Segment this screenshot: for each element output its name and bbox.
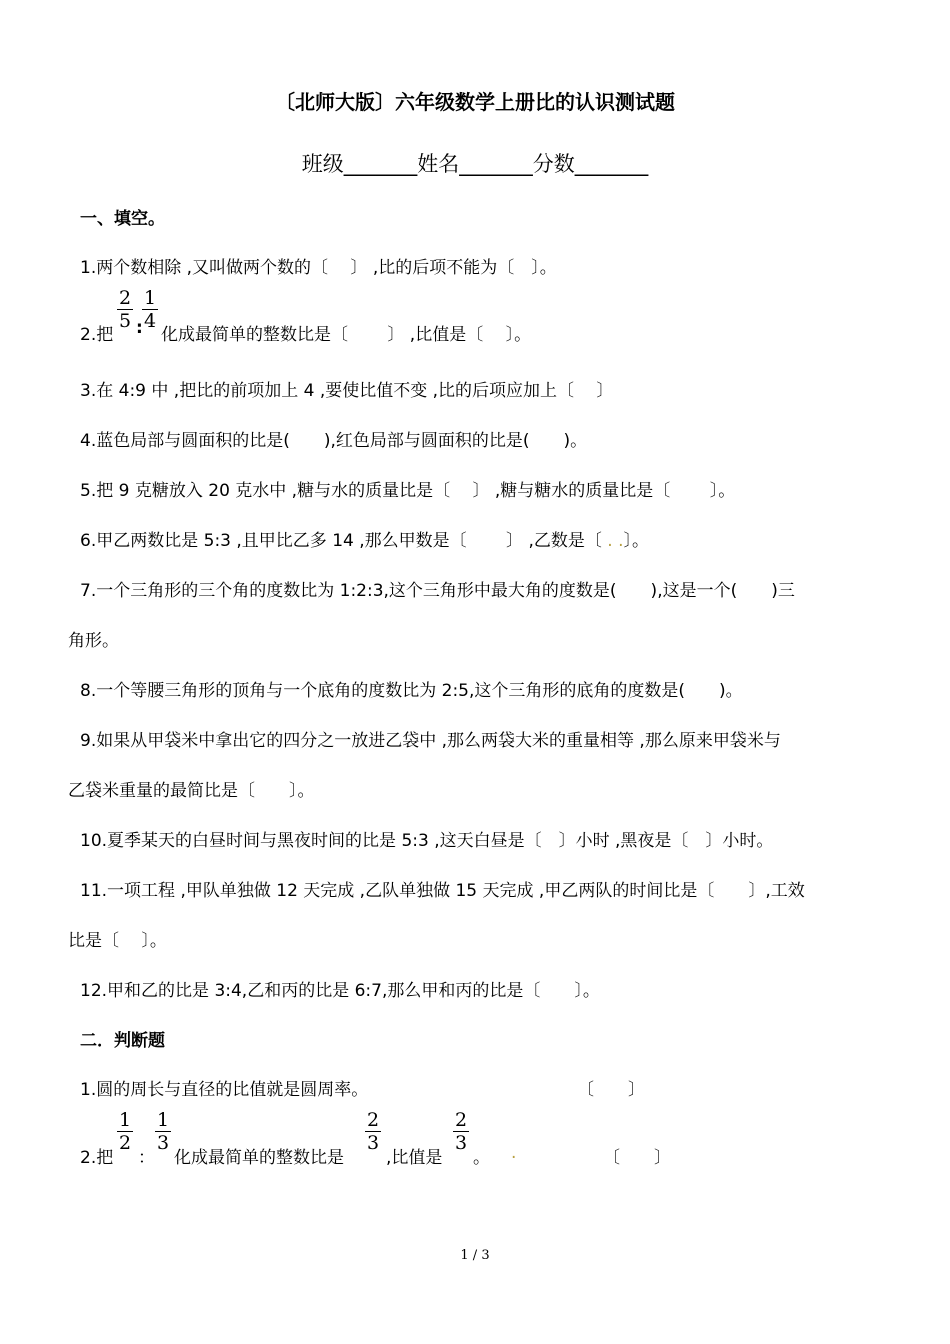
fraction-numerator: 1 bbox=[118, 1109, 132, 1131]
fill-question-7-line1: 7.一个三角形的三个角的度数比为 1:2:3,这个三角形中最大角的度数是( ),这是一个( )三 bbox=[80, 581, 795, 601]
fill-question-11-line1: 11.一项工程 ,甲队单独做 12 天完成 ,乙队单独做 15 天完成 ,甲乙两队的时间比是〔 〕,工效 bbox=[80, 881, 805, 901]
fill-question-5: 5.把 9 克糖放入 20 克水中 ,糖与水的质量比是〔 〕 ,糖与糖水的质量比是〔 〕。 bbox=[80, 481, 736, 501]
fraction-denominator: 4 bbox=[143, 310, 157, 332]
judge-question-1: 1.圆的周长与直径的比值就是圆周率。 bbox=[80, 1080, 369, 1100]
q2-suffix: 化成最简单的整数比是〔 〕 ,比值是〔 〕。 bbox=[161, 325, 532, 345]
jq2-fraction-c bbox=[365, 1110, 381, 1153]
jq2-fraction-d bbox=[453, 1110, 469, 1153]
jq2-ratio-text: ,比值是 bbox=[386, 1148, 443, 1168]
jq2-fraction-a bbox=[117, 1110, 133, 1153]
jq2-middle-text: 化成最简单的整数比是 bbox=[174, 1148, 344, 1168]
fill-question-12: 12.甲和乙的比是 3:4,乙和丙的比是 6:7,那么甲和丙的比是〔 〕。 bbox=[80, 981, 600, 1001]
fraction-denominator: 2 bbox=[118, 1132, 132, 1154]
q2-fraction-a bbox=[117, 288, 133, 331]
fraction-numerator: 1 bbox=[143, 287, 157, 309]
fill-question-9-line1: 9.如果从甲袋米中拿出它的四分之一放进乙袋中 ,那么两袋大米的重量相等 ,那么原来甲袋米与 bbox=[80, 731, 781, 751]
fill-question-11-line2: 比是〔 〕。 bbox=[68, 931, 167, 951]
fill-question-8: 8.一个等腰三角形的顶角与一个底角的度数比为 2:5,这个三角形的底角的度数是( )。 bbox=[80, 681, 743, 701]
q6-end: 〕。 bbox=[623, 531, 649, 551]
fraction-numerator: 1 bbox=[156, 1109, 170, 1131]
fraction-denominator: 3 bbox=[366, 1132, 380, 1154]
fraction-numerator: 2 bbox=[118, 287, 132, 309]
fill-question-7-line2: 角形。 bbox=[68, 631, 119, 651]
fraction-denominator: 5 bbox=[118, 310, 132, 332]
jq2-colon: ： bbox=[138, 1148, 155, 1168]
jq2-fraction-b bbox=[155, 1110, 171, 1153]
judge-question-1-bracket: 〔 〕 bbox=[577, 1080, 645, 1100]
page-number: 1 / 3 bbox=[460, 1248, 490, 1263]
fill-question-1: 1.两个数相除 ,又叫做两个数的〔 〕 ,比的后项不能为〔 〕。 bbox=[80, 258, 557, 278]
judge-question-2-bracket: 〔 〕 bbox=[603, 1148, 671, 1168]
jq2-dot: . bbox=[511, 1143, 517, 1163]
q2-prefix: 2.把 bbox=[80, 325, 114, 345]
fill-question-9-line2: 乙袋米重量的最简比是〔 〕。 bbox=[68, 781, 315, 801]
fill-question-10: 10.夏季某天的白昼时间与黑夜时间的比是 5:3 ,这天白昼是〔 〕小时 ,黑夜是〔 〕小时。 bbox=[80, 831, 774, 851]
fill-question-6 bbox=[80, 526, 649, 551]
student-info-line: 班级_______姓名_______分数_______ bbox=[301, 152, 649, 176]
q6-text: 6.甲乙两数比是 5:3 ,且甲比乙多 14 ,那么甲数是〔 〕 ,乙数是〔 bbox=[80, 531, 602, 551]
q2-fraction-b bbox=[142, 288, 158, 331]
jq2-prefix: 2.把 bbox=[80, 1148, 114, 1168]
fill-question-3: 3.在 4:9 中 ,把比的前项加上 4 ,要使比值不变 ,比的后项应加上〔 〕 bbox=[80, 381, 614, 401]
section2-heading: 二．判断题 bbox=[80, 1031, 165, 1051]
fraction-denominator: 3 bbox=[156, 1132, 170, 1154]
fraction-denominator: 3 bbox=[454, 1132, 468, 1154]
fraction-numerator: 2 bbox=[454, 1109, 468, 1131]
page-title: 〔北师大版〕六年级数学上册比的认识测试题 bbox=[275, 90, 675, 114]
fraction-numerator: 2 bbox=[366, 1109, 380, 1131]
q6-dots: . . bbox=[601, 531, 624, 551]
q2-colon: : bbox=[136, 318, 143, 338]
jq2-end: 。 bbox=[473, 1148, 490, 1168]
fill-question-4: 4.蓝色局部与圆面积的比是( ),红色局部与圆面积的比是( )。 bbox=[80, 431, 588, 451]
section1-heading: 一、填空。 bbox=[80, 209, 165, 229]
